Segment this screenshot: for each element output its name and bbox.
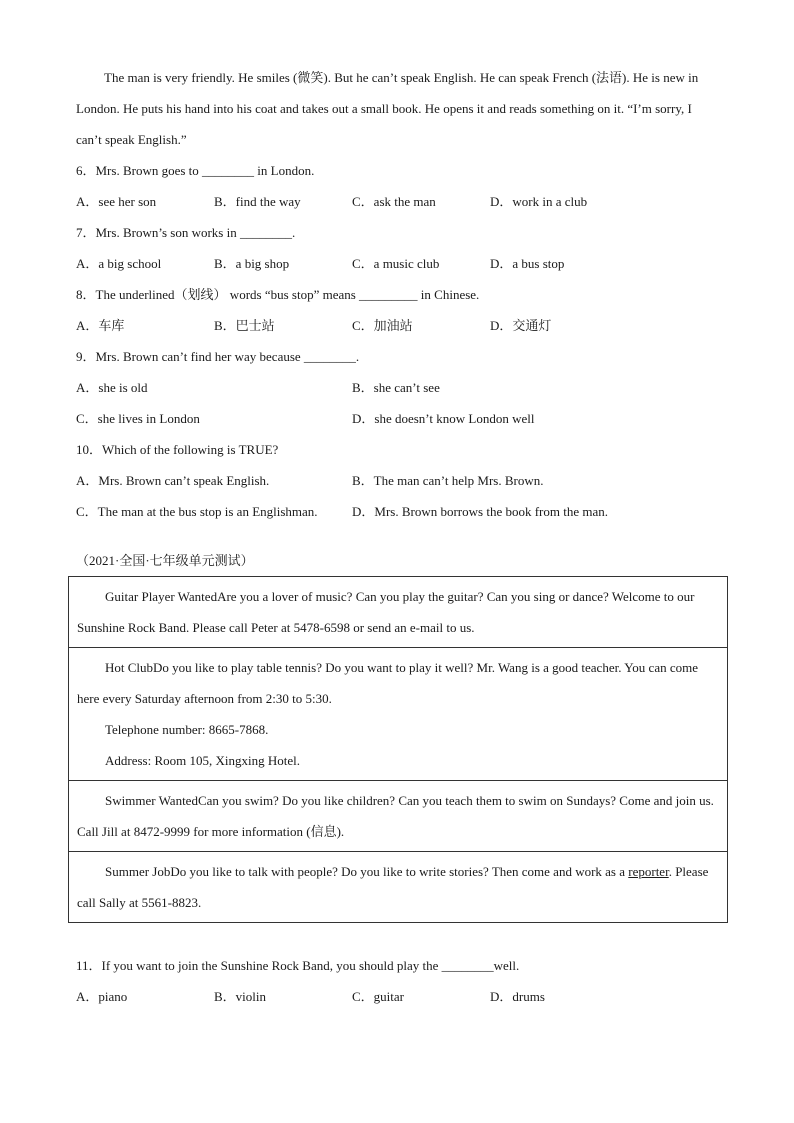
option-d[interactable]: D．交通灯 bbox=[490, 318, 552, 333]
option-b[interactable]: B．violin bbox=[214, 989, 267, 1004]
question-8 bbox=[76, 279, 720, 341]
ad-text-contact: Please call Sally at 5561-8823. bbox=[77, 864, 709, 910]
option-c[interactable]: C．The man at the bus stop is an Englishman. bbox=[76, 504, 318, 519]
option-b[interactable]: B．find the way bbox=[214, 194, 301, 209]
option-b[interactable]: B．The man can’t help Mrs. Brown. bbox=[352, 473, 544, 488]
option-d[interactable]: D．Mrs. Brown borrows the book from the man. bbox=[352, 504, 608, 519]
ad-text: Guitar Player WantedAre you a lover of music? Can you play the guitar? Can you sing or dance? Welcome to our Sunshine Rock Band. Please call Peter at 5478-6598 or send an e-mail to us. bbox=[77, 589, 695, 635]
option-c[interactable]: C．she lives in London bbox=[76, 411, 200, 426]
option-d[interactable]: D．drums bbox=[490, 989, 545, 1004]
underlined-word: reporter bbox=[628, 864, 669, 879]
ad-swimmer bbox=[69, 780, 727, 851]
option-a[interactable]: A．车库 bbox=[76, 318, 125, 333]
question-stem: 9．Mrs. Brown can’t find her way because ________. bbox=[76, 349, 360, 364]
spacer bbox=[76, 527, 720, 545]
ads-table bbox=[68, 576, 728, 923]
question-stem: 6．Mrs. Brown goes to ________ in London. bbox=[76, 163, 315, 178]
questions-6-10 bbox=[76, 155, 720, 527]
option-c[interactable]: C．a music club bbox=[352, 256, 440, 271]
ad-guitar-player bbox=[69, 577, 727, 647]
question-6 bbox=[76, 155, 720, 217]
passage-section bbox=[76, 62, 720, 155]
option-b[interactable]: B．she can’t see bbox=[352, 380, 440, 395]
question-stem: 8．The underlined（划线） words “bus stop” means _________ in Chinese. bbox=[76, 287, 480, 302]
ad-summer-job bbox=[69, 851, 727, 922]
option-a[interactable]: A．she is old bbox=[76, 380, 148, 395]
options-row bbox=[76, 496, 720, 527]
options-row bbox=[76, 248, 720, 279]
option-c[interactable]: C．加油站 bbox=[352, 318, 413, 333]
option-d[interactable]: D．work in a club bbox=[490, 194, 588, 209]
question-10 bbox=[76, 434, 720, 527]
options-row bbox=[76, 186, 720, 217]
ad-text bbox=[77, 856, 719, 918]
spacer bbox=[76, 923, 720, 950]
option-a[interactable]: A．see her son bbox=[76, 194, 157, 209]
options-row bbox=[76, 310, 720, 341]
document-page bbox=[76, 62, 720, 1012]
ad-telephone: Telephone number: 8665-7868. bbox=[105, 722, 269, 737]
question-stem: 10．Which of the following is TRUE? bbox=[76, 442, 279, 457]
question-9 bbox=[76, 341, 720, 434]
ad-address: Address: Room 105, Xingxing Hotel. bbox=[105, 753, 300, 768]
options-row bbox=[76, 372, 720, 403]
options-row bbox=[76, 465, 720, 496]
option-c[interactable]: C．ask the man bbox=[352, 194, 436, 209]
option-a[interactable]: A．Mrs. Brown can’t speak English. bbox=[76, 473, 270, 488]
passage-paragraph: The man is very friendly. He smiles (微笑). But he can’t speak English. He can speak French (法语). He is new in London. He puts his hand into his coat and takes out a small book. He opens it and reads something on it. “I’m sorry, I can’t speak English.” bbox=[76, 70, 699, 147]
ad-text: Swimmer WantedCan you swim? Do you like children? Can you teach them to swim on Sundays? Come and join us. Call Jill at 8472-9999 for more information (信息). bbox=[77, 793, 714, 839]
question-stem: 7．Mrs. Brown’s son works in ________. bbox=[76, 225, 296, 240]
ad-text-main: Summer JobDo you like to talk with people? Do you like to write stories? Then come and work as a bbox=[105, 864, 629, 879]
source-label: （2021·全国·七年级单元测试） bbox=[76, 553, 254, 568]
ad-text-after: . bbox=[668, 864, 672, 879]
question-11 bbox=[76, 950, 720, 1012]
ad-text: Hot ClubDo you like to play table tennis? Do you want to play it well? Mr. Wang is a good teacher. You can come here every Saturday afternoon from 2:30 to 5:30. bbox=[77, 660, 698, 706]
option-c[interactable]: C．guitar bbox=[352, 989, 404, 1004]
options-row bbox=[76, 403, 720, 434]
question-stem: 11．If you want to join the Sunshine Rock Band, you should play the ________well. bbox=[76, 958, 520, 973]
option-d[interactable]: D．a bus stop bbox=[490, 256, 565, 271]
option-a[interactable]: A．piano bbox=[76, 989, 128, 1004]
option-a[interactable]: A．a big school bbox=[76, 256, 162, 271]
option-b[interactable]: B．a big shop bbox=[214, 256, 290, 271]
ad-hot-club bbox=[69, 647, 727, 780]
option-d[interactable]: D．she doesn’t know London well bbox=[352, 411, 535, 426]
option-b[interactable]: B．巴士站 bbox=[214, 318, 275, 333]
question-7 bbox=[76, 217, 720, 279]
options-row bbox=[76, 981, 720, 1012]
